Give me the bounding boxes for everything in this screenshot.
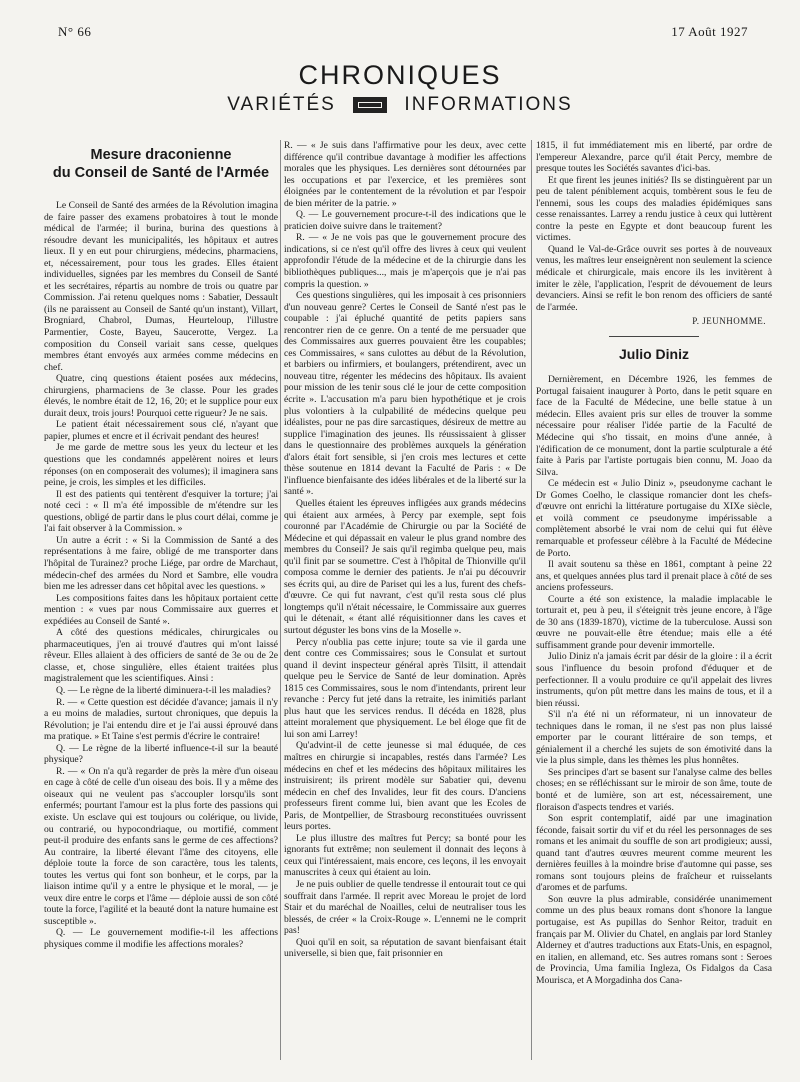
column-divider-2 bbox=[531, 140, 532, 1060]
column-1 bbox=[44, 140, 278, 951]
paragraph: Je me garde de mettre sous les yeux du lecteur et les questions que les condamnés appelèrent noires et leurs réponses (on en composerait des volumes); il imaginera sans peine, je crois, les simples et les difficiles. bbox=[44, 442, 278, 489]
paragraph: Julio Diniz n'a jamais écrit par désir de la gloire : il a écrit sous l'influence du besoin profond d'éduquer et de perfectionner. Il a voulu produire ce qu'il appelait des livres instruments, qu'on pût mettre dans les mains de tous, et il a bien réussi. bbox=[536, 651, 772, 709]
paragraph: Son esprit contemplatif, aidé par une imagination féconde, faisait sortir du vif et du réel les personnages de ses romans et les animait du souffle de son art prodigieux; aussi, quand tant d'autres œuvres meurent comme meurent les dernières feuilles à la moindre brise d'automne qui passe, ses romans sont toujours pleins de fraîcheur et ruisselants d'aromes et de parfums. bbox=[536, 813, 772, 894]
paragraph: Ses principes d'art se basent sur l'analyse calme des belles choses; en se réfléchissant sur le miroir de son âme, toute de bonté et de lumière, son art est, nécessairement, une floraison d'aspects tendres et variés. bbox=[536, 766, 772, 813]
column-3 bbox=[536, 140, 772, 986]
ornament-icon bbox=[353, 97, 387, 113]
paragraph: Quoi qu'il en soit, sa réputation de savant bienfaisant était universelle, si bien que, fait prisonnier en bbox=[284, 936, 526, 960]
issue-number: N° 66 bbox=[58, 24, 92, 39]
paragraph: Dernièrement, en Décembre 1926, les femmes de Portugal faisaient inaugurer à Porto, dans le petit square en face de la Faculté de Médecine, une belle statue à un médecin. Elles avaient pris sur elles de trouver la somme nécessaire pour réaliser l'idée partie de la Faculté de Médecine qui s'ho tissait, en moins d'une année, à l'édification de ce monument, dont la partie sculpturale a été faite à Paris par l'artiste portugais bien connu, M. Joao da Silva. bbox=[536, 374, 772, 478]
article-title-line-2: du Conseil de Santé de l'Armée bbox=[52, 165, 270, 181]
paragraph: A côté des questions médicales, chirurgicales ou pharmaceutiques, j'en ai trouvé d'autres qui m'ont laissé rêveur. Elles allaient à des officiers de santé de 3e ou de 2e classe, et, chose singulière, elles étaient traitées plus magistralement que les scientifiques. Ainsi : bbox=[44, 627, 278, 685]
article-separator bbox=[609, 336, 699, 337]
paragraph: Le patient était nécessairement sous clé, n'ayant que papier, plumes et encre et il écrivait pendant des heures! bbox=[44, 419, 278, 442]
paragraph: S'il n'a été ni un réformateur, ni un innovateur de techniques dans le roman, il ne s'est pas non plus laissé emporter par le courant littéraire de son temps, et génialement il a cherché les sujets de son émotivité dans la vie la plus simple, dans les thèmes les plus honnêtes. bbox=[536, 709, 772, 767]
paragraph: R. — « On n'a qu'à regarder de près la mère d'un oiseau en cage à côté de celle d'un oiseau des bois. Il y a même des oiseaux qui ne veulent pas s'accoupler lorsqu'ils sont enfermés; pourtant l'amour est la plus forte des passions qui existe. Un esclave qui est toujours ou colérique, ou livide, ou contrarié, ou hypocondriaque, ou mortifié, comment peut-il produire des enfants sans le germe de ces affections? Au contraire, la liberté élevant l'âme des citoyens, elle déploie toute la force de son caractère, tous les talents, toutes les vertus qui font son bonheur, et le corps, par la liaison intime qu'il y a entre le physique et le moral, — je veux dire entre le corps et l'âme — déploie aussi de son côté toute la force, l'agilité et la beauté dont la nature humaine est susceptible ». bbox=[44, 765, 278, 927]
paragraph: Ce médecin est « Julio Diniz », pseudonyme cachant le Dr Gomes Coelho, le classique romancier dont les chefs-d'œuvre ont enrichi la littérature portugaise du XIXe siècle, et voilà comment ce pseudonyme impérissable a complètement absorbé le vrai nom de celui qui fut élève remarquable et professeur célèbre à la Faculté de Médecine de Porto. bbox=[536, 478, 772, 559]
paragraph: Ces questions singulières, qui les imposait à ces prisonniers d'un nouveau genre? Certes le Conseil de Santé n'est pas le coupable : j'ai épluché quantité de petits papiers sans rencontrer rien de ce genre. On a tenté de me persuader que des Commissaires aux guerres pouvaient être les coupables; ces Commissaires, « sans culottes au début de la Révolution, et barbiers ou infirmiers, et boulangers, prétendirent, avec un nouveau titre, régenter les médecins des hôpitaux. Ils avaient pour mission de les tenir sous clé le jour de cette composition écrite ». L'accusation m'a paru bien hypothétique et je crois plus volontiers à la culpabilité de médecins quelque peu idéalistes, pour ne pas dire sarcastiques, désireux de mettre au supplice l'imagination des jeunes. Ils réussissaient à glisser dans le questionnaire des problèmes auxquels la génération d'alors était fort sensible, si j'en crois mes lectures et cette thèse soutenue en 1814 devant la Faculté de Paris : « De l'influence bienfaisante des idées libérales et de la liberté sur la santé ». bbox=[284, 290, 526, 498]
section-subtitle bbox=[0, 94, 800, 116]
author-signature: P. JEUNHOMME. bbox=[692, 316, 766, 327]
paragraph: Quand le Val-de-Grâce ouvrit ses portes à de nouveaux venus, les maîtres leur enseignèrent non seulement la science médicale et chirurgicale, mais encore ils les invitèrent à imiter le zèle, l'application, l'esprit de dévouement de leurs devanciers. Ainsi se refit le bon renom des officiers de santé de l'armée. bbox=[536, 243, 772, 313]
paragraph: Q. — Le gouvernement modifie-t-il les affections physiques comme il modifie les affections morales? bbox=[44, 927, 278, 950]
paragraph: Quatre, cinq questions étaient posées aux médecins, chirurgiens, pharmaciens de 3e classe. Pour les grades élevés, le nombre était de 12, 16, 20; et le supplice pour eux durait deux, trois jours! Pourquoi cette rigueur? Je ne sais. bbox=[44, 373, 278, 419]
paragraph: Percy n'oublia pas cette injure; toute sa vie il garda une dent contre ces Commissaires; sous le Consulat et surtout quand il devint inspecteur général après Tilsitt, il attendait quelque peu le Service de Santé de leur domination. Après 1815 ces Commissaires, sous le nom d'intendants, prirent leur revanche : Percy fut jeté dans la retraite, les inimitiés parlant plus haut que les services rendus. Il décéda en 1828, plus atteint moralement que physiquement. Le bel éloge que fit de lui son ami Larrey! bbox=[284, 636, 526, 740]
paragraph: Il avait soutenu sa thèse en 1861, comptant à peine 22 ans, et quelques années plus tard il prenait place à côté de ses anciens professeurs. bbox=[536, 559, 772, 594]
paragraph: Q. — Le règne de la liberté influence-t-il sur la beauté physique? bbox=[44, 742, 278, 766]
article2-title: Julio Diniz bbox=[619, 345, 689, 362]
paragraph: Je ne puis oublier de quelle tendresse il entourait tout ce qui souffrait dans l'armée. Il reprit avec Moreau le projet de lord Stair et du maréchal de Noailles, celui de neutraliser tous les blessés, de créer « la Croix-Rouge ». L'ennemi ne le comprit pas! bbox=[284, 879, 526, 937]
paragraph: Et que firent les jeunes initiés? Ils se distinguèrent par un peu de talent péniblement acquis, tombèrent sous le feu de l'ennemi, sous les coups des maladies épidémiques sans cesse renaissantes. Larrey a rendu justice à ceux qui luttèrent contre la peste en Egypte et dont beaucoup furent les victimes. bbox=[536, 174, 772, 244]
subtitle-left: VARIÉTÉS bbox=[227, 94, 336, 115]
paragraph: R. — « Cette question est décidée d'avance; jamais il n'y a eu moins de maladies, surtout chroniques, que depuis la Révolution; je l'ai entendu dire et je l'ai aussi éprouvé dans ma pratique. » Et Taine s'est permis d'écrire le contraire! bbox=[44, 696, 278, 743]
paragraph: Q. — Le règne de la liberté diminuera-t-il les maladies? bbox=[56, 684, 271, 696]
issue-date: 17 Août 1927 bbox=[671, 24, 748, 39]
article-title bbox=[44, 146, 278, 182]
paragraph: R. — « Je ne vois pas que le gouvernement procure des indications, si ce n'est qu'il offre des livres à ceux qui veulent approfondir l'étude de la médecine et de la chirurgie dans les bibliothèques publiques..., mais je m'aperçois que je n'ai pas compris la question. » bbox=[284, 232, 526, 290]
paragraph: R. — « Je suis dans l'affirmative pour les deux, avec cette différence qu'il contribue davantage à modifier les affections morales que les physiques. Les dernières sont détournées par les occupations et par l'exercice, et les premières sont éloignées par le contentement de la révolution et par l'espoir de bien mériter de la patrie. » bbox=[284, 140, 526, 209]
column-divider-1 bbox=[280, 140, 281, 1060]
subtitle-right: INFORMATIONS bbox=[404, 94, 573, 115]
paragraph: Un autre a écrit : « Si la Commission de Santé a des représentations à me faire, obligé de me transporter dans l'hôpital de Turainez? proche Liége, par ordre de Marchaut, médecin-chef des armées du Nord et Sambre, elle voudra bien me les adresser dans cet hôpital avec les questions. » bbox=[44, 534, 278, 593]
paragraph: Les compositions faites dans les hôpitaux portaient cette mention : « vues par nous Commissaire aux guerres et expédiées au Conseil de Santé ». bbox=[44, 592, 278, 627]
paragraph: Il est des patients qui tentèrent d'esquiver la torture; j'ai noté ceci : « Il m'a été impossible de m'étendre sur les questions, obligé de partir dans le plus court délai, comme je l'ai fait observer à la Commission. » bbox=[44, 488, 278, 535]
paragraph: Qu'advint-il de cette jeunesse si mal éduquée, de ces maîtres en chirurgie si incapables, restés dans l'armée? Les médecins en chef et les médecins des hôpitaux militaires les instruisirent; ils prirent modèle sur Sabatier qui, devenu médecin en chef des Invalides, leur fit des cours. D'anciens professeurs firent comme lui, bien avant que les Ecoles de Paris, de Montpellier, de Strasbourg reconstituées ouvrissent leurs portes. bbox=[284, 740, 526, 833]
paragraph: Le plus illustre des maîtres fut Percy; sa bonté pour les ignorants fut extrême; non seulement il donnait des leçons à ceux qui l'intéressaient, mais encore, ces leçons, il les envoyait manuscrites à ceux qui étaient au loin. bbox=[284, 832, 526, 879]
paragraph: Q. — Le gouvernement procure-t-il des indications que le praticien doive suivre dans le traitement? bbox=[284, 209, 526, 232]
paragraph: Courte a été son existence, la maladie implacable le torturait et, peu à peu, il s'éteignit très jeune encore, à l'âge de 30 ans (1839-1870), victime de la tuberculose. Aussi son œuvre ne pouvait-elle être étendue; mais elle a été suffisamment grande pour devenir immortelle. bbox=[536, 593, 772, 651]
paragraph: 1815, il fut immédiatement mis en liberté, par ordre de l'empereur Alexandre, parce qu'il était Percy, membre de presque toutes les Sociétés savantes d'ici-bas. bbox=[536, 140, 772, 175]
section-title: CHRONIQUES bbox=[298, 60, 502, 90]
paragraph: Le Conseil de Santé des armées de la Révolution imagina de faire passer des examens probatoires à tout le monde médical de l'armée; il burina, burina des questions à résoudre devant les municipalités, les hôpitaux et autres lieux. Il y en eut pour chirurgiens, médecins, pharmaciens, et, nécessairement, pour tous les grades. Elles étaient individuelles, signées par les membres du Conseil de Santé et les secrétaires, répartis au nombre de trois ou quatre par Commission. J'ai retenu quelques noms : Sabatier, Dessault (ils ne paraissent au Conseil de Santé qu'un instant), Villart, Brogniard, Chabrol, Dumas, Heurteloup, l'illustre Parmentier, Coste, Bayeu, Saucerotte, Vergez. La composition du Conseil variait sans cesse, quelques membres étant envoyés aux armées comme médecins en chef. bbox=[44, 200, 278, 373]
article-title-line-1: Mesure draconienne bbox=[90, 147, 232, 163]
paragraph: Quelles étaient les épreuves infligées aux grands médecins qui étaient aux armées, à Percy par exemple, sept fois couronné par l'Académie de Chirurgie ou par la Société de Médecine et qui dépassait en valeur le plus grand nombre des membres du Conseil? Je sais qu'il regimba quelque peu, mais qu'il finit par se soumettre. C'est à l'hôpital de Thionville qu'il composa comme le dernier des patients. Je n'ai pu découvrir ses écrits qui, au dire de Pariset qui les a lus, furent des chefs-d'œuvre. Ce qui fut navrant, c'est qu'il resta sous clé plus longtemps qu'il n'était nécessaire, le Commissaire aux guerres qui le détenait, « étant allé réquisitionner dans les caves et surtout déguster les bons vins de la Moselle ». bbox=[284, 497, 526, 636]
paragraph: Son œuvre la plus admirable, considérée unanimement comme un des plus beaux romans dont s'honore la langue portugaise, est As pupillas do Senhor Reitor, traduit en français par M. Olivier du Chatel, en anglais par lord Stanley Alderney et d'autres traductions aux Etats-Unis, en espagnol, en italien, en allemand, etc. Ses autres romans sont : Seroes de Provincia, Uma familia Ingleza, Os Fidalgos da Casa Mourisca, et A Morgadinha dos Cana- bbox=[536, 893, 772, 986]
column-2 bbox=[284, 140, 526, 960]
